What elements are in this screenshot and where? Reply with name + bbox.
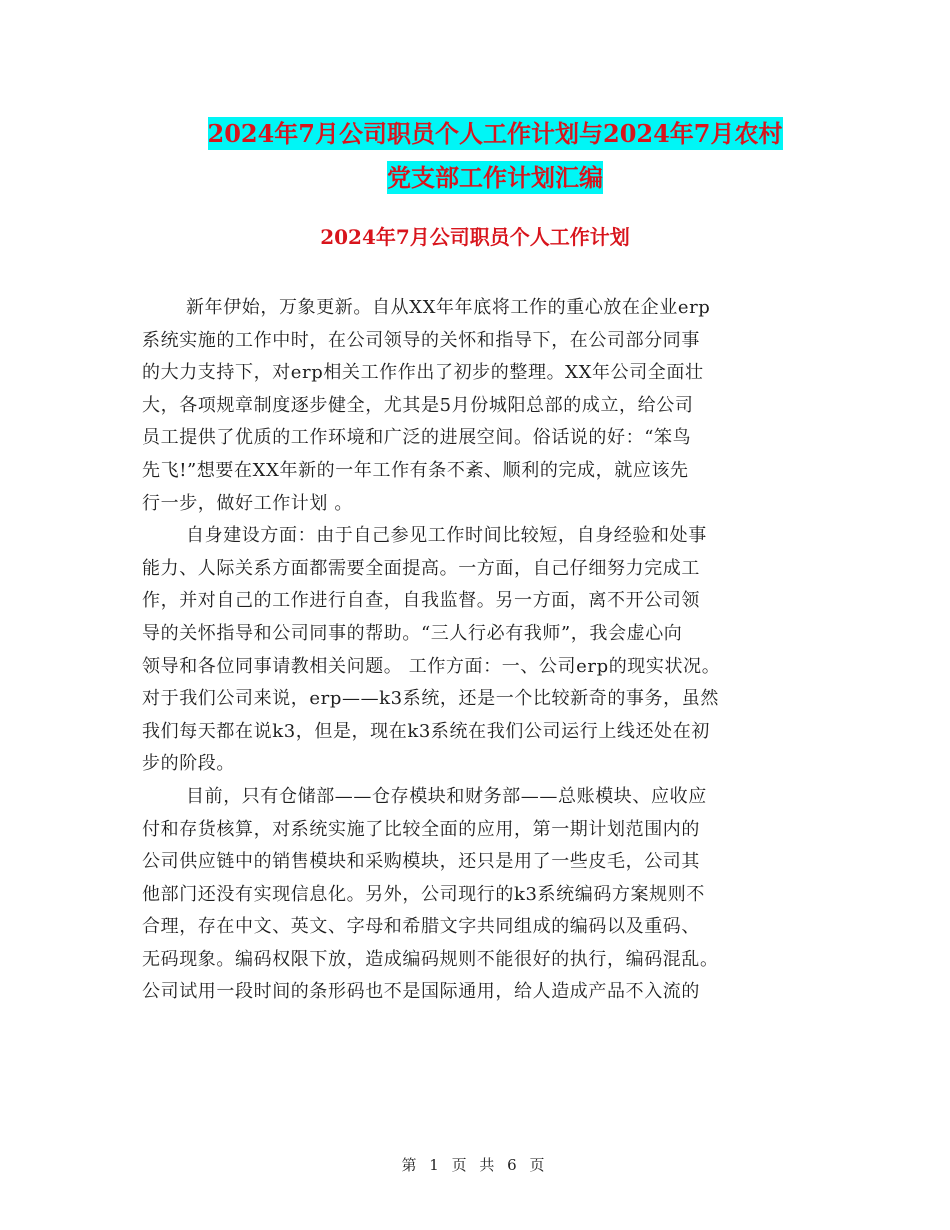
paragraph-line: 对于我们公司来说，erp——k3系统，还是一个比较新奇的事务，虽然 bbox=[142, 688, 719, 710]
paragraph-line: 先飞!”想要在XX年新的一年工作有条不紊、顺利的完成，就应该先 bbox=[142, 459, 689, 481]
paragraph-line: 员工提供了优质的工作环境和广泛的进展空间。俗话说的好：“笨鸟 bbox=[142, 427, 692, 449]
paragraph-line: 领导和各位同事请教相关问题。 工作方面：一、公司erp的现实状况。 bbox=[142, 655, 721, 677]
paragraph-line: 无码现象。编码权限下放，造成编码规则不能很好的执行，编码混乱。 bbox=[142, 948, 719, 970]
paragraph-line: 的大力支持下，对erp相关工作作出了初步的整理。XX年公司全面壮 bbox=[142, 362, 704, 384]
paragraph-line: 目前，只有仓储部——仓存模块和财务部——总账模块、应收应 bbox=[186, 785, 707, 807]
paragraph-line: 合理，存在中文、英文、字母和希腊文字共同组成的编码以及重码、 bbox=[142, 916, 700, 938]
document-title bbox=[150, 112, 840, 200]
body-text bbox=[142, 292, 802, 1009]
document-title-line-2: 党支部工作计划汇编 bbox=[387, 163, 603, 192]
document-title-line-1: 2024年7月公司职员个人工作计划与2024年7月农村 bbox=[207, 119, 783, 148]
paragraph-line: 我们每天都在说k3，但是，现在k3系统在我们公司运行上线还处在初 bbox=[142, 720, 710, 742]
paragraph-line: 新年伊始，万象更新。自从XX年年底将工作的重心放在企业erp bbox=[186, 297, 711, 318]
paragraph-line: 步的阶段。 bbox=[142, 753, 235, 775]
paragraph-line: 导的关怀指导和公司同事的帮助。“三人行必有我师”，我会虚心向 bbox=[142, 622, 683, 644]
paragraph-line: 公司试用一段时间的条形码也不是国际通用，给人造成产品不入流的 bbox=[142, 981, 700, 1003]
paragraph-line: 作，并对自己的工作进行自查，自我监督。另一方面，离不开公司领 bbox=[142, 590, 700, 612]
section-title: 2024年7月公司职员个人工作计划 bbox=[320, 225, 630, 249]
paragraph-line: 能力、人际关系方面都需要全面提高。一方面，自己仔细努力完成工 bbox=[142, 557, 700, 579]
paragraph-line: 付和存货核算，对系统实施了比较全面的应用，第一期计划范围内的 bbox=[142, 818, 700, 840]
paragraph-line: 公司供应链中的销售模块和采购模块，还只是用了一些皮毛，公司其 bbox=[142, 851, 700, 873]
paragraph-line: 系统实施的工作中时，在公司领导的关怀和指导下，在公司部分同事 bbox=[142, 329, 700, 351]
paragraph-line: 大，各项规章制度逐步健全，尤其是5月份城阳总部的成立，给公司 bbox=[142, 394, 694, 416]
page-footer: 第 1 页 共 6 页 bbox=[401, 1156, 549, 1174]
paragraph-line: 他部门还没有实现信息化。另外，公司现行的k3系统编码方案规则不 bbox=[142, 883, 705, 905]
paragraph-line: 行一步，做好工作计划 。 bbox=[142, 492, 353, 514]
paragraph-line: 自身建设方面：由于自己参见工作时间比较短，自身经验和处事 bbox=[186, 525, 707, 547]
